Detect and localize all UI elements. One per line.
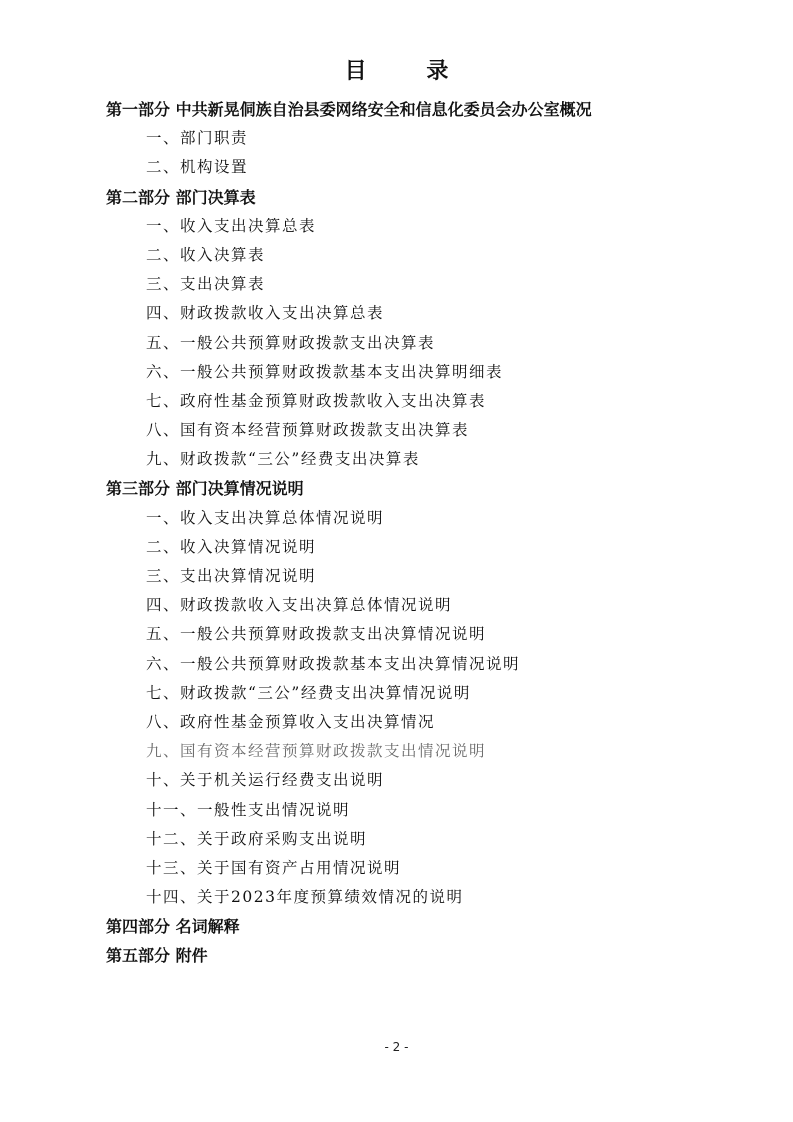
toc-item[interactable]: 六、一般公共预算财政拨款基本支出决算情况说明 [146,654,521,673]
toc-item[interactable]: 十二、关于政府采购支出说明 [146,829,368,848]
toc-part-2-heading[interactable]: 第二部分 部门决算表 [106,187,256,207]
toc-part-4-heading[interactable]: 第四部分 名词解释 [106,917,240,937]
toc-item[interactable]: 十三、关于国有资产占用情况说明 [146,858,402,877]
page-number: - 2 - [384,1040,409,1054]
page-title: 目 录 [344,58,475,84]
toc-item[interactable]: 一、收入支出决算总体情况说明 [146,508,385,527]
toc-item[interactable]: 八、国有资本经营预算财政拨款支出决算表 [146,421,470,440]
toc-item[interactable]: 七、政府性基金预算财政拨款收入支出决算表 [146,391,487,410]
toc-item[interactable]: 一、收入支出决算总表 [146,216,317,235]
toc-item[interactable]: 八、政府性基金预算收入支出决算情况 [146,712,436,731]
toc-part-1-heading[interactable]: 第一部分 中共新晃侗族自治县委网络安全和信息化委员会办公室概况 [106,100,592,119]
table-of-contents [106,95,726,971]
toc-item[interactable]: 七、财政拨款“三公”经费支出决算情况说明 [146,683,471,702]
toc-item[interactable]: 二、收入决算情况说明 [146,537,317,556]
toc-item[interactable]: 六、一般公共预算财政拨款基本支出决算明细表 [146,362,504,381]
toc-item[interactable]: 十一、一般性支出情况说明 [146,800,351,819]
toc-part-3-heading[interactable]: 第三部分 部门决算情况说明 [106,479,304,499]
toc-item[interactable]: 三、支出决算表 [146,275,266,294]
toc-item[interactable]: 五、一般公共预算财政拨款支出决算情况说明 [146,625,487,644]
toc-part-5-heading[interactable]: 第五部分 附件 [106,946,208,966]
toc-item[interactable]: 一、部门职责 [146,129,249,148]
toc-item[interactable]: 三、支出决算情况说明 [146,567,317,585]
toc-item[interactable]: 九、国有资本经营预算财政拨款支出情况说明 [146,742,487,761]
toc-item[interactable]: 四、财政拨款收入支出决算总体情况说明 [146,596,453,615]
toc-item[interactable]: 九、财政拨款“三公”经费支出决算表 [146,450,420,469]
toc-item[interactable]: 二、机构设置 [146,158,249,177]
toc-item[interactable]: 十、关于机关运行经费支出说明 [146,771,385,790]
toc-item[interactable]: 五、一般公共预算财政拨款支出决算表 [146,333,436,352]
toc-item[interactable]: 四、财政拨款收入支出决算总表 [146,304,385,323]
toc-item[interactable]: 十四、关于2023年度预算绩效情况的说明 [146,888,464,907]
toc-item[interactable]: 二、收入决算表 [146,245,266,264]
